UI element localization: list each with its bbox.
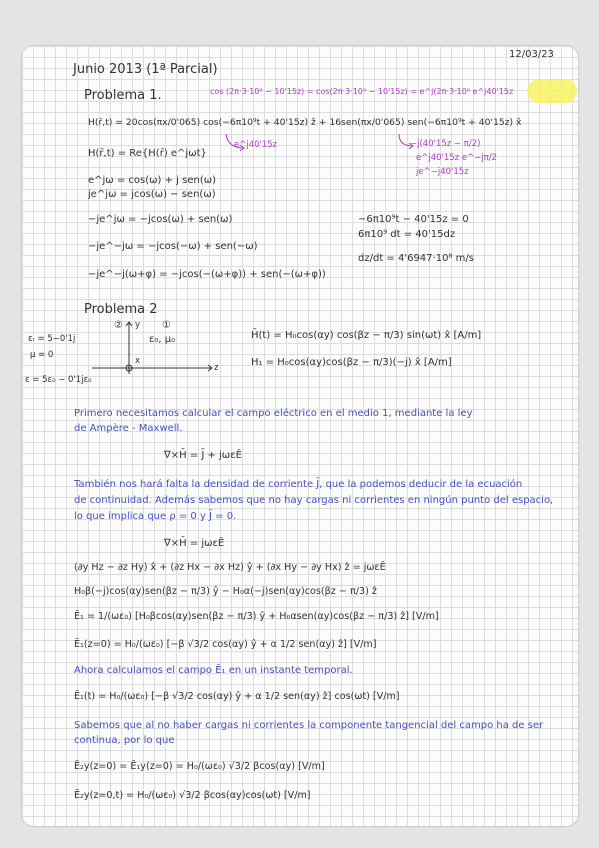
page-date: 12/03/23: [509, 49, 554, 60]
axis-y-label: y: [135, 320, 141, 330]
medium-2-mu: μ = 0: [30, 350, 54, 360]
curl-result: H₀β(−j)cos(αy)sen(βz − π/3) ŷ − H₀α(−j)sen(αy)cos(βz − π/3) ẑ: [74, 586, 377, 597]
region-2-label: ②: [114, 320, 123, 331]
notebook-page: [22, 46, 578, 826]
h-field-definition: H(r̄,t) = 20cos(πx/0'065) cos(−6π10⁹t + 40'15z) ẑ + 16sen(πx/0'065) sen(−6π10⁹t + 40'15z) x̂: [88, 117, 522, 128]
paragraph-4-line-2: continua, por lo que: [74, 735, 175, 746]
curl-expansion: (∂y Hz − ∂z Hy) x̂ + (∂z Hx − ∂x Hz) ŷ + (∂x Hy − ∂y Hx) ẑ = jωεĒ: [74, 562, 386, 573]
e1-time-domain: Ē₁(t) = H₀/(ωε₀) [−β √3/2 cos(αy) ŷ + α 1/2 sen(αy) ẑ] cos(ωt) [V/m]: [74, 691, 400, 702]
exponential-note: e^j40'15z: [234, 140, 278, 150]
h1-phasor: H₁ = H₀cos(αy)cos(βz − π/3)(−j) x̂ [A/m]: [251, 357, 452, 368]
axis-x-label: x: [135, 356, 141, 366]
right-note-3: je^−j40'15z: [416, 167, 469, 177]
euler-line-3: −je^jω = −jcos(ω) + sen(ω): [88, 214, 233, 225]
euler-line-2: je^jω = jcos(ω) − sen(ω): [88, 189, 216, 200]
curl-equation: ∇×H̄ = jωεĒ: [164, 538, 225, 549]
paragraph-2-line-1: También nos hará falta la densidad de corriente J̄, que la podemos deducir de la ecuación: [74, 479, 523, 490]
euler-line-1: e^jω = cos(ω) + j sen(ω): [88, 175, 216, 186]
ampere-maxwell-equation: ∇×H̄ = J̄ + jωεĒ: [164, 450, 242, 461]
e2y-boundary: Ē₂y(z=0) = Ē₁y(z=0) = H₀/(ωε₀) √3/2 βcos(αy) [V/m]: [74, 761, 325, 772]
h-field-time: H̄(t) = H₀cos(αy) cos(βz − π/3) sin(ωt) x̂ [A/m]: [251, 330, 482, 341]
paragraph-2-line-2: de continuidad. Además sabemos que no hay cargas ni corrientes en ningún punto del espacio,: [74, 495, 554, 506]
paragraph-4-line-1: Sabemos que al no haber cargas ni corrientes la componente tangencial del campo ha de ser: [74, 720, 544, 731]
euler-line-4: −je^−jω = −jcos(−ω) + sen(−ω): [88, 241, 258, 252]
e1-at-z0: Ē₁(z=0) = H₀/(ωε₀) [−β √3/2 cos(αy) ŷ + α 1/2 sen(αy) ẑ] [V/m]: [74, 639, 377, 650]
paragraph-1-line-1: Primero necesitamos calcular el campo eléctrico en el medio 1, mediante la ley: [74, 408, 473, 419]
phasor-relation: H(r̄,t) = Re{H(r̄) e^jωt}: [88, 148, 207, 159]
medium-2-eps-r: εᵣ = 5−0'1j: [28, 334, 76, 344]
right-note-2: e^j40'15z e^−jπ/2: [416, 153, 498, 163]
paragraph-1-line-2: de Ampère - Maxwell.: [74, 423, 183, 434]
speed-line-1: −6π10⁹t − 40'15z = 0: [358, 214, 469, 225]
region-1-label: ①: [162, 320, 171, 331]
medium-2-eps: ε = 5ε₀ − 0'1jε₀: [25, 375, 92, 385]
e2y-time-domain: Ē₂y(z=0,t) = H₀/(ωε₀) √3/2 βcos(αy)cos(ωt) [V/m]: [74, 790, 311, 801]
speed-line-3: dz/dt = 4'6947·10⁸ m/s: [358, 253, 474, 264]
e1-phasor: Ē₁ = 1/(ωε₀) [H₀βcos(αy)sen(βz − π/3) ŷ + H₀αsen(αy)cos(βz − π/3) ẑ] [V/m]: [74, 611, 439, 622]
euler-line-5: −je^−j(ω+φ) = −jcos(−(ω+φ)) + sen(−(ω+φ)): [88, 269, 326, 280]
axis-z-label: z: [214, 363, 219, 373]
problema2-heading: Problema 2: [84, 302, 158, 317]
cos-exponential-note: cos (2π·3·10⁹ − 10'15z) = cos(2π·3·10⁹ − 10'15z) = e^j(2π·3·10⁹ e^j40'15z: [210, 87, 514, 96]
speed-line-2: 6π10⁹ dt = 40'15dz: [358, 229, 456, 240]
axes-diagram: [72, 318, 222, 378]
paragraph-3: Ahora calculamos el campo Ē₁ en un instante temporal.: [74, 665, 353, 676]
medium-1-params: ε₀, μ₀: [149, 334, 176, 345]
paragraph-2-line-3: lo que implica que ρ = 0 y J̄ = 0.: [74, 511, 237, 522]
right-note-1: −j(40'15z − π/2): [410, 139, 481, 149]
highlight-mark: [527, 79, 577, 103]
page-title: Junio 2013 (1ª Parcial): [73, 62, 218, 77]
problema1-heading: Problema 1.: [84, 88, 162, 103]
